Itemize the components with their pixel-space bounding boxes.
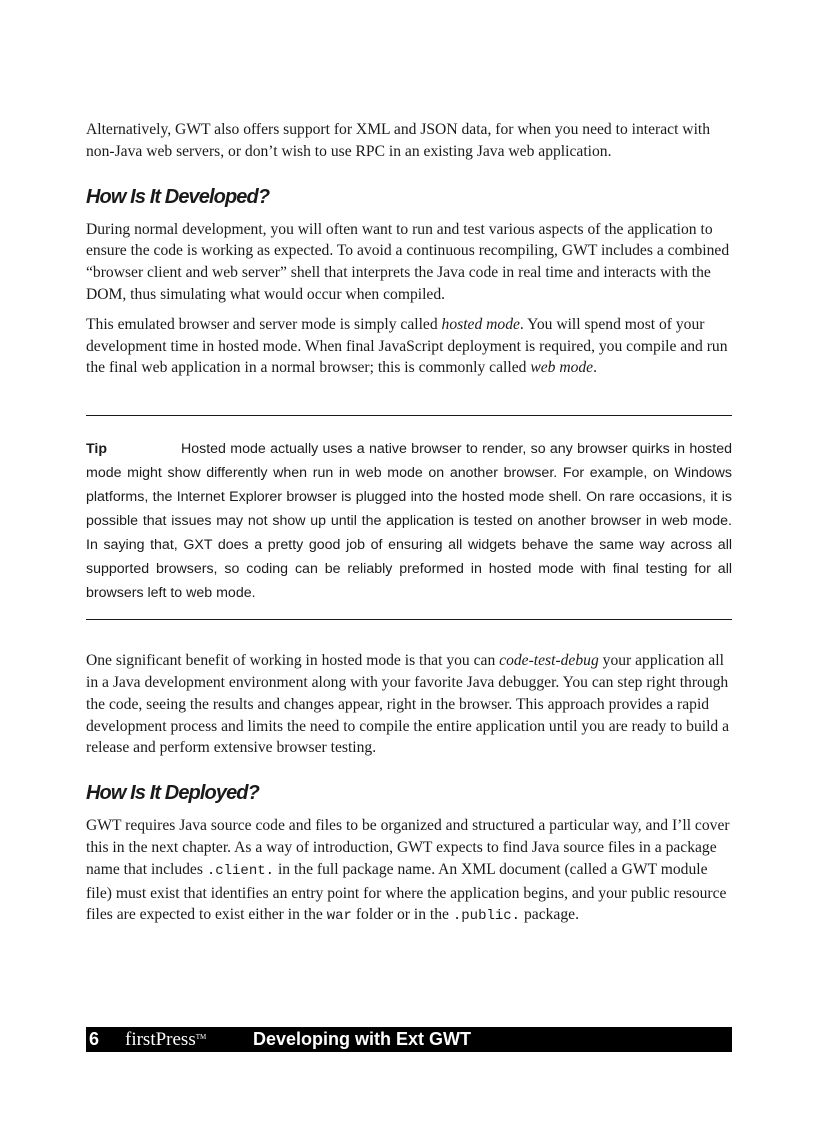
deployed-paragraph: GWT requires Java source code and files to be organized and structured a particular way, and I’ll cover this in the next chapter. As a way of introduction, GWT expects to find Java source files in a package name that includes .client. in the full package name. An XML document (called a GWT module file) must exist that identifies an entry point for where the application begins, and your public resource files are expected to exist either in the war folder or in the .public. package. <box>86 817 730 925</box>
public-package-code: .public. <box>452 908 521 925</box>
section-heading-developed: How Is It Developed? <box>86 185 270 208</box>
hosted-mode-term: hosted mode <box>441 315 520 333</box>
book-title: Developing with Ext GWT <box>253 1029 472 1049</box>
publisher-logo: firstPress™ <box>125 1028 207 1050</box>
tip-box <box>86 415 732 620</box>
page-content <box>86 119 732 928</box>
section-heading-deployed: How Is It Deployed? <box>86 782 259 805</box>
war-folder-code: war <box>326 908 352 925</box>
tip-text <box>86 437 732 605</box>
page-number: 6 <box>89 1029 100 1049</box>
client-package-code: .client. <box>206 862 275 879</box>
hosted-benefit-paragraph: One significant benefit of working in hosted mode is that you can code-test-debug your application all in a Java development environment along with your favorite Java debugger. You can step right through the code, seeing the results and changes appear, right in the browser. This approach provides a rapid development process and limits the need to compile the entire application until you are ready to build a release and perform extensive browser testing. <box>86 652 730 757</box>
tip-body: Hosted mode actually uses a native browser to render, so any browser quirks in hosted mode might show differently when run in web mode on another browser. For example, on Windows platforms, the Internet Explorer browser is plugged into the hosted mode shell. On rare occasions, it is possible that issues may not show up until the application is tested on another browser in web mode. In saying that, GXT does a pretty good job of ensuring all widgets behave the same way across all supported browsers, so coding can be reliably preformed in hosted mode with final testing for all browsers left to web mode. <box>86 441 732 602</box>
tip-label: Tip <box>86 441 108 458</box>
trademark-mark: TM <box>195 1032 207 1041</box>
developed-paragraph-2: This emulated browser and server mode is simply called hosted mode. You will spend most of your development time in hosted mode. When final JavaScript deployment is required, you compile and run the final web application in a normal browser; this is commonly called web mode. <box>86 315 728 377</box>
code-test-debug-term: code-test-debug <box>499 652 599 670</box>
web-mode-term: web mode <box>530 359 594 377</box>
intro-paragraph: Alternatively, GWT also offers support for XML and JSON data, for when you need to interact with non-Java web servers, or don’t wish to use RPC in an existing Java web application. <box>86 121 711 160</box>
page-footer <box>86 1027 732 1052</box>
developed-paragraph-1: During normal development, you will often want to run and test various aspects of the application to ensure the code is working as expected. To avoid a continuous recompiling, GWT includes a combined “browser client and web server” shell that interprets the Java code in real time and interacts with the DOM, thus simulating what would occur when compiled. <box>86 220 730 303</box>
